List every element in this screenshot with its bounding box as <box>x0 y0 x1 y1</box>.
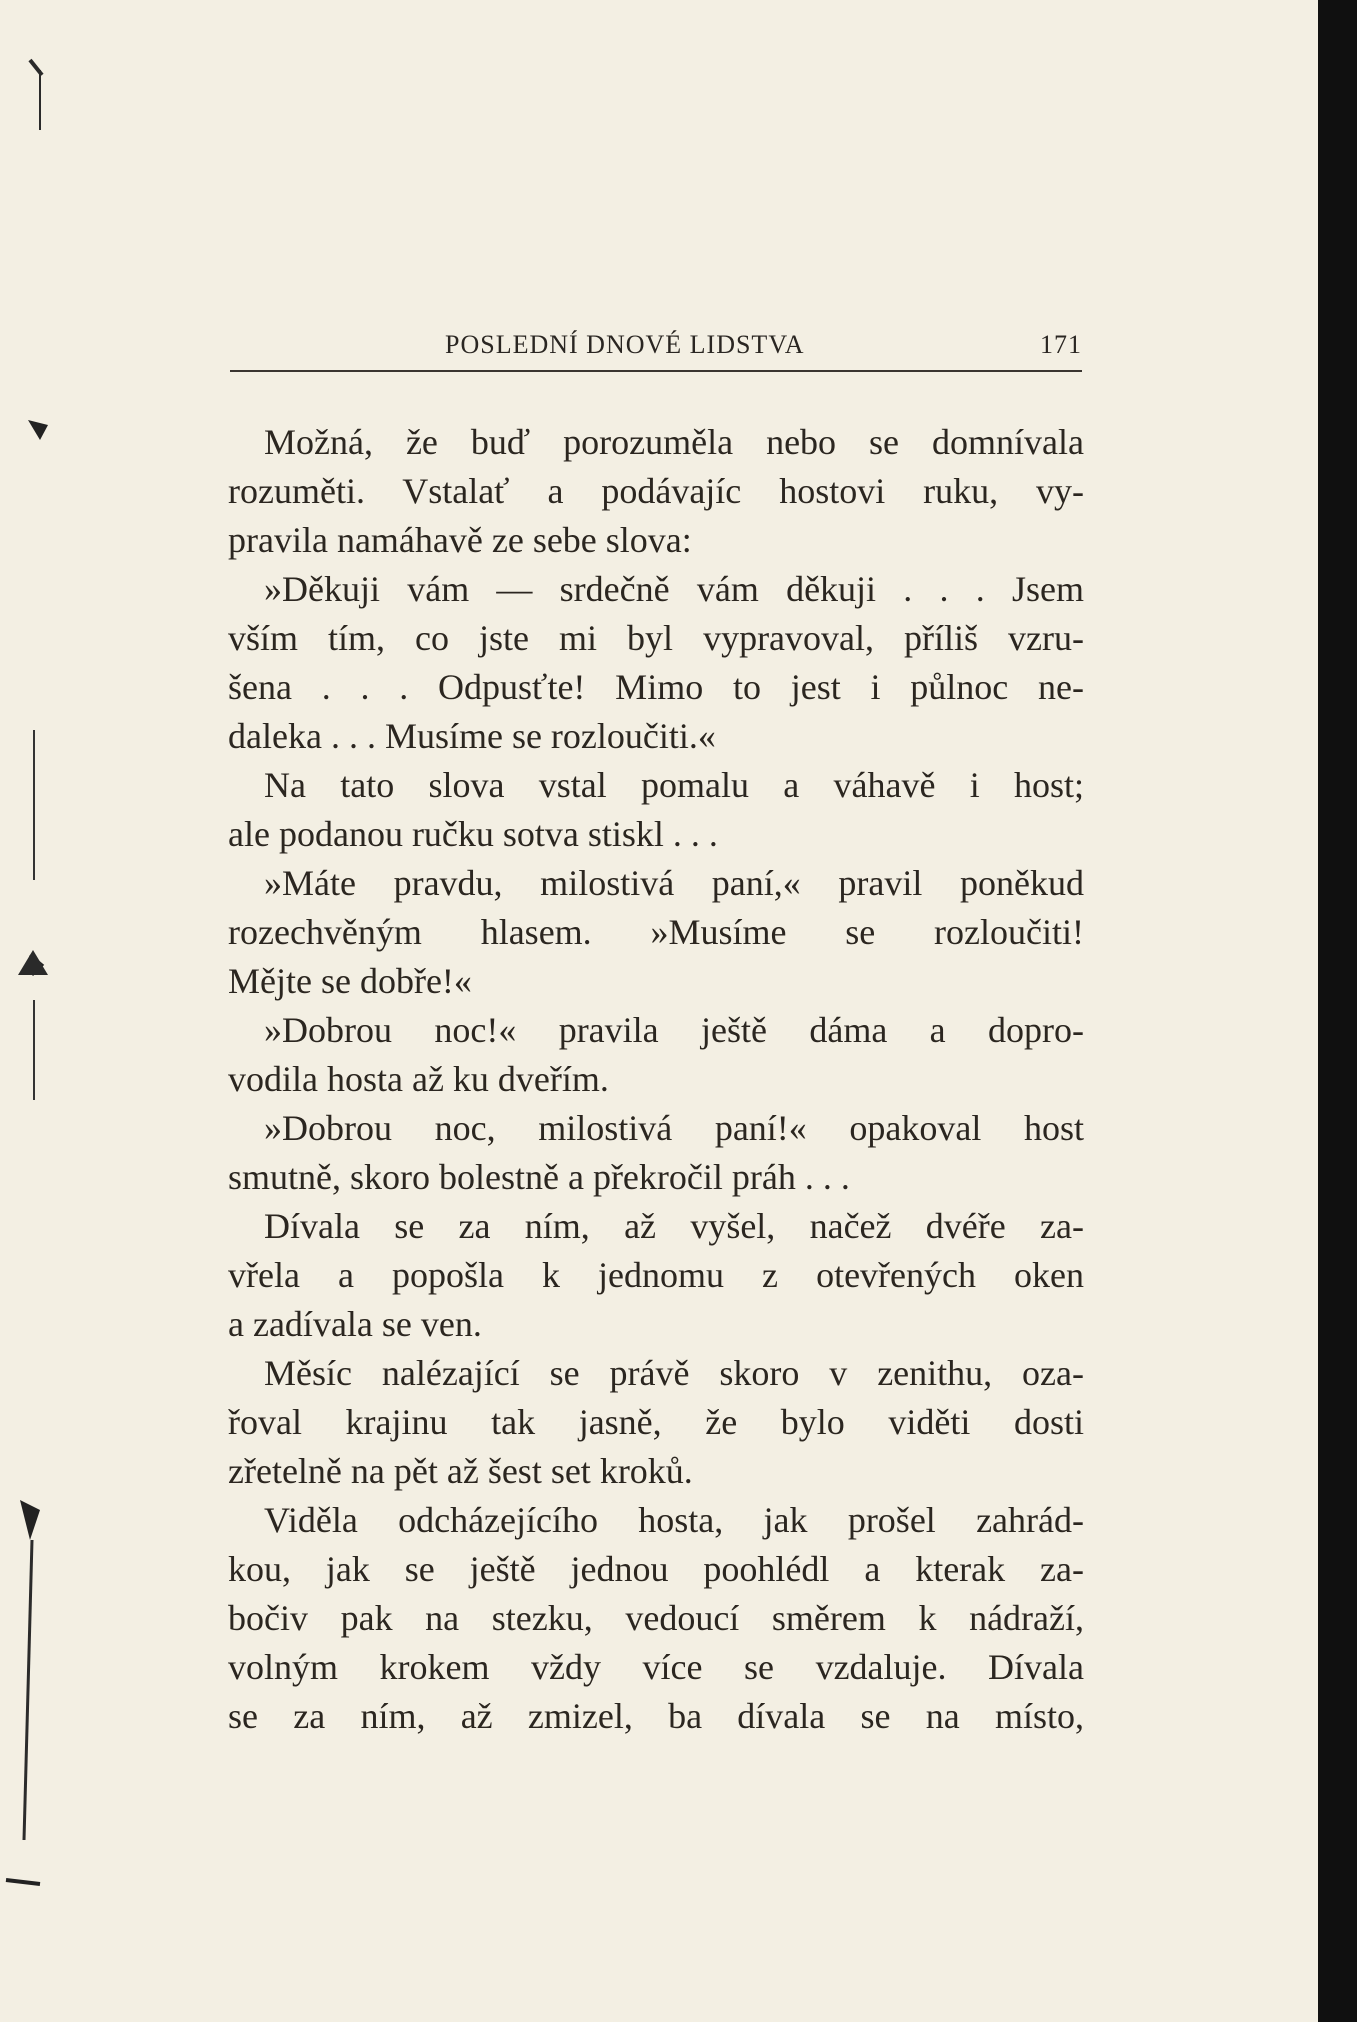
text-line: se za ním, až zmizel, ba dívala se na místo, <box>228 1696 1084 1736</box>
binding-marks <box>0 0 60 2022</box>
text-line: Dívala se za ním, až vyšel, načež dvéře za- <box>264 1206 1084 1246</box>
text-line: daleka . . . Musíme se rozloučiti.« <box>228 716 716 756</box>
text-line: smutně, skoro bolestně a překročil práh . . . <box>228 1157 850 1197</box>
text-line: »Děkuji vám — srdečně vám děkuji . . . Jsem <box>264 569 1084 609</box>
header-rule <box>230 370 1082 372</box>
text-line: vodila hosta až ku dveřím. <box>228 1059 609 1099</box>
text-line: rozuměti. Vstalať a podávajíc hostovi ruku, vy- <box>228 471 1084 511</box>
binding-mark <box>18 950 48 975</box>
binding-mark <box>24 1540 32 1840</box>
text-line: Na tato slova vstal pomalu a váhavě i host; <box>264 765 1084 805</box>
binding-mark <box>20 1500 40 1540</box>
binding-mark <box>28 420 48 440</box>
running-title: POSLEDNÍ DNOVÉ LIDSTVA <box>445 330 805 359</box>
body-text <box>228 418 1084 1741</box>
text-line: rozechvěným hlasem. »Musíme se rozloučiti! <box>228 912 1084 952</box>
text-line: Měsíc nalézající se právě skoro v zenithu, oza- <box>264 1353 1084 1393</box>
text-line: Mějte se dobře!« <box>228 961 472 1001</box>
text-line: šena . . . Odpusťte! Mimo to jest i půlnoc ne- <box>228 667 1084 707</box>
text-line: vřela a popošla k jednomu z otevřených oken <box>228 1255 1084 1295</box>
text-line: zřetelně na pět až šest set kroků. <box>228 1451 693 1491</box>
running-head <box>230 330 1082 370</box>
text-line: volným krokem vždy více se vzdaluje. Dívala <box>228 1647 1084 1687</box>
dark-page-edge <box>1318 0 1357 2022</box>
text-line: kou, jak se ještě jednou poohlédl a kterak za- <box>228 1549 1084 1589</box>
text-line: Viděla odcházejícího hosta, jak prošel zahrád- <box>264 1500 1084 1540</box>
text-line: vším tím, co jste mi byl vypravoval, příliš vzru- <box>228 618 1084 658</box>
text-line: pravila namáhavě ze sebe slova: <box>228 520 692 560</box>
text-line: řoval krajinu tak jasně, že bylo viděti dosti <box>228 1402 1084 1442</box>
text-line: »Máte pravdu, milostivá paní,« pravil poněkud <box>264 863 1084 903</box>
text-line: ale podanou ručku sotva stiskl . . . <box>228 814 718 854</box>
text-line: »Dobrou noc, milostivá paní!« opakoval host <box>264 1108 1084 1148</box>
text-line: Možná, že buď porozuměla nebo se domnívala <box>264 422 1084 462</box>
text-line: »Dobrou noc!« pravila ještě dáma a dopro- <box>264 1010 1084 1050</box>
binding-mark <box>6 1880 40 1884</box>
page-number: 171 <box>1040 330 1082 359</box>
text-line: bočiv pak na stezku, vedoucí směrem k nádraží, <box>228 1598 1084 1638</box>
text-line: a zadívala se ven. <box>228 1304 482 1344</box>
